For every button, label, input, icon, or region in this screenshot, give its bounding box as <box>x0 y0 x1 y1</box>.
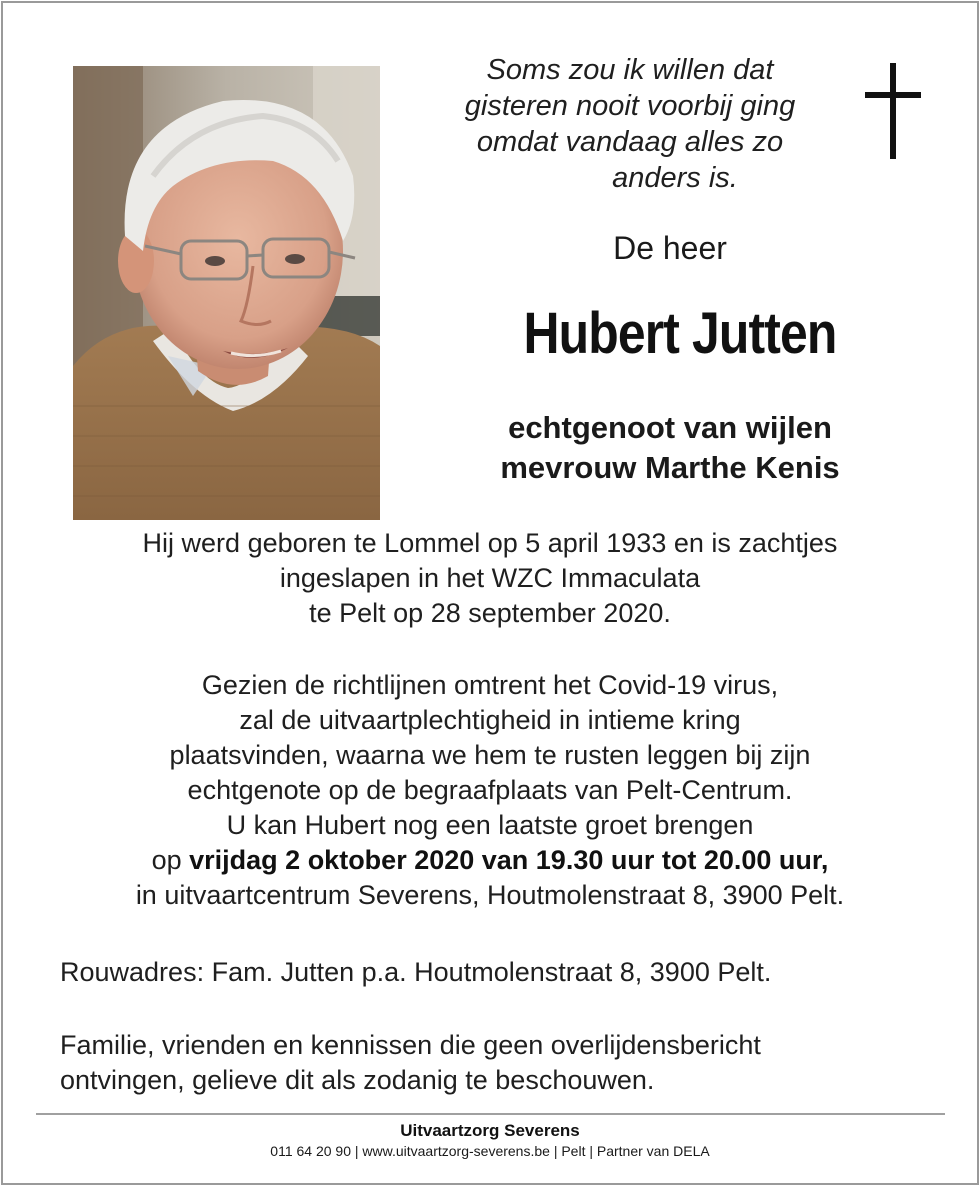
ceremony-info <box>40 668 940 913</box>
poem-line: anders is. <box>612 162 738 194</box>
birth-line: ingeslapen in het WZC Immaculata <box>279 563 701 593</box>
visitation-datetime: vrijdag 2 oktober 2020 van 19.30 uur tot 20.00 uur, <box>189 845 829 875</box>
poem-line: gisteren nooit voorbij ging <box>464 90 796 122</box>
spouse-line: mevrouw Marthe Kenis <box>500 450 840 485</box>
birth-death-info <box>40 526 940 631</box>
notice-line: ontvingen, gelieve dit als zodanig te beschouwen. <box>60 1065 655 1095</box>
visitation-line <box>40 843 940 878</box>
footer-divider <box>36 1113 945 1115</box>
spouse-line: echtgenoot van wijlen <box>508 410 832 445</box>
family-notice <box>60 1028 940 1098</box>
funeral-home-name: Uitvaartzorg Severens <box>400 1121 580 1140</box>
birth-line: te Pelt op 28 september 2020. <box>309 598 671 628</box>
poem-verse <box>430 52 830 196</box>
ceremony-line: echtgenote op de begraafplaats van Pelt-Centrum. <box>187 775 793 805</box>
deceased-name: Hubert Jutten <box>523 301 837 366</box>
visitation-prefix: op <box>151 845 190 875</box>
notice-line: Familie, vrienden en kennissen die geen overlijdensbericht <box>60 1030 761 1060</box>
spouse-info <box>450 408 890 488</box>
birth-line: Hij werd geboren te Lommel op 5 april 1933 en is zachtjes <box>142 528 838 558</box>
poem-line: omdat vandaag alles zo <box>476 126 784 158</box>
mourning-address: Rouwadres: Fam. Jutten p.a. Houtmolenstraat 8, 3900 Pelt. <box>60 957 772 987</box>
poem-line: Soms zou ik willen dat <box>486 54 774 86</box>
portrait-photo <box>73 66 380 520</box>
title-prefix: De heer <box>613 230 727 266</box>
ceremony-line: in uitvaartcentrum Severens, Houtmolenstraat 8, 3900 Pelt. <box>135 880 845 910</box>
ceremony-line: plaatsvinden, waarna we hem te rusten leggen bij zijn <box>169 740 811 770</box>
ceremony-line: zal de uitvaartplechtigheid in intieme kring <box>239 705 741 735</box>
cross-icon <box>865 63 921 159</box>
ceremony-line: Gezien de richtlijnen omtrent het Covid-19 virus, <box>201 670 779 700</box>
ceremony-line: U kan Hubert nog een laatste groet brengen <box>226 810 754 840</box>
funeral-home-contact: 011 64 20 90 | www.uitvaartzorg-severens.be | Pelt | Partner van DELA <box>270 1143 710 1159</box>
